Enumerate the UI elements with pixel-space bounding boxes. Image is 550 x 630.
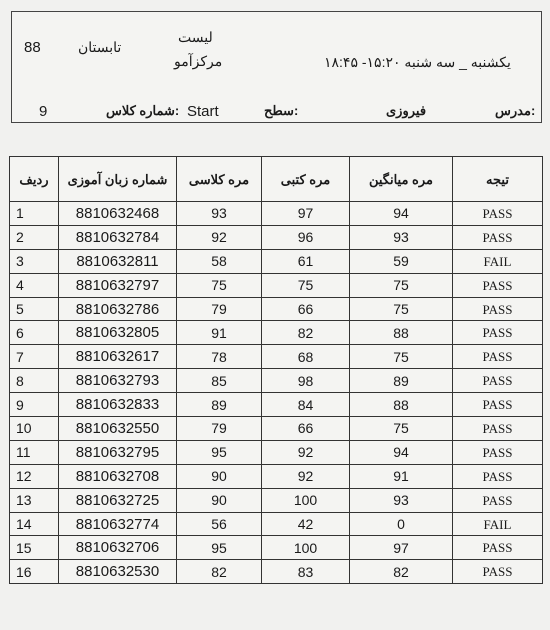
result-status: PASS: [453, 297, 543, 321]
class-score: 95: [177, 440, 262, 464]
list-title: لیست: [178, 29, 213, 45]
table-row: [10, 249, 543, 273]
table-row: [10, 297, 543, 321]
class-code: 88: [24, 39, 41, 56]
result-status: PASS: [453, 440, 543, 464]
student-number: 8810632708: [59, 464, 177, 488]
student-number: 8810632805: [59, 321, 177, 345]
midterm-score: 0: [350, 512, 453, 536]
midterm-score: 75: [350, 273, 453, 297]
level-label: سطح:: [264, 103, 299, 118]
class-number-label: شماره کلاس:: [106, 103, 180, 118]
student-number: 8810632786: [59, 297, 177, 321]
table-row: [10, 273, 543, 297]
class-score: 90: [177, 464, 262, 488]
teacher-label: مدرس:: [495, 103, 536, 118]
row-number: 1: [10, 202, 59, 226]
midterm-score: 82: [350, 560, 453, 584]
table-row: [10, 225, 543, 249]
row-number: 2: [10, 225, 59, 249]
student-number: 8810632811: [59, 249, 177, 273]
written-score: 66: [262, 417, 350, 441]
row-number: 11: [10, 440, 59, 464]
midterm-score: 59: [350, 249, 453, 273]
header-midterm-score: مره میانگین: [350, 157, 453, 202]
header-student-number: شماره زبان آموزی: [59, 157, 177, 202]
result-status: PASS: [453, 202, 543, 226]
written-score: 92: [262, 440, 350, 464]
midterm-score: 75: [350, 297, 453, 321]
class-score: 75: [177, 273, 262, 297]
written-score: 75: [262, 273, 350, 297]
table-row: [10, 369, 543, 393]
header-row-number: ردیف: [10, 157, 59, 202]
row-number: 4: [10, 273, 59, 297]
class-score: 56: [177, 512, 262, 536]
result-status: FAIL: [453, 512, 543, 536]
midterm-score: 97: [350, 536, 453, 560]
written-score: 82: [262, 321, 350, 345]
midterm-score: 88: [350, 393, 453, 417]
row-number: 14: [10, 512, 59, 536]
result-status: PASS: [453, 417, 543, 441]
written-score: 42: [262, 512, 350, 536]
row-number: 3: [10, 249, 59, 273]
midterm-score: 93: [350, 225, 453, 249]
table-row: [10, 393, 543, 417]
class-score: 89: [177, 393, 262, 417]
class-number-value: 9: [39, 103, 48, 120]
row-number: 7: [10, 345, 59, 369]
table-row: [10, 488, 543, 512]
student-number: 8810632468: [59, 202, 177, 226]
result-status: PASS: [453, 345, 543, 369]
teacher-name: فیروزی: [386, 103, 427, 118]
midterm-score: 75: [350, 345, 453, 369]
result-status: PASS: [453, 369, 543, 393]
class-score: 91: [177, 321, 262, 345]
class-score: 79: [177, 417, 262, 441]
row-number: 6: [10, 321, 59, 345]
written-score: 66: [262, 297, 350, 321]
class-score: 92: [177, 225, 262, 249]
class-info-header: [11, 11, 542, 123]
result-status: PASS: [453, 488, 543, 512]
result-status: PASS: [453, 464, 543, 488]
center-name: مرکزآمو: [174, 53, 223, 69]
student-number: 8810632530: [59, 560, 177, 584]
class-score: 95: [177, 536, 262, 560]
row-number: 9: [10, 393, 59, 417]
row-number: 5: [10, 297, 59, 321]
class-score: 85: [177, 369, 262, 393]
student-number: 8810632797: [59, 273, 177, 297]
student-number: 8810632550: [59, 417, 177, 441]
row-number: 12: [10, 464, 59, 488]
student-number: 8810632774: [59, 512, 177, 536]
written-score: 61: [262, 249, 350, 273]
table-row: [10, 321, 543, 345]
student-number: 8810632706: [59, 536, 177, 560]
table-row: [10, 345, 543, 369]
result-status: PASS: [453, 225, 543, 249]
result-status: PASS: [453, 393, 543, 417]
header-written-score: مره کتبی: [262, 157, 350, 202]
written-score: 100: [262, 488, 350, 512]
table-row: [10, 560, 543, 584]
student-number: 8810632795: [59, 440, 177, 464]
class-score: 79: [177, 297, 262, 321]
row-number: 13: [10, 488, 59, 512]
row-number: 15: [10, 536, 59, 560]
table-header-row: [10, 157, 543, 202]
written-score: 84: [262, 393, 350, 417]
table-row: [10, 417, 543, 441]
result-status: FAIL: [453, 249, 543, 273]
midterm-score: 75: [350, 417, 453, 441]
written-score: 83: [262, 560, 350, 584]
written-score: 97: [262, 202, 350, 226]
class-score: 78: [177, 345, 262, 369]
midterm-score: 89: [350, 369, 453, 393]
midterm-score: 88: [350, 321, 453, 345]
table-row: [10, 512, 543, 536]
row-number: 10: [10, 417, 59, 441]
midterm-score: 94: [350, 202, 453, 226]
table-row: [10, 464, 543, 488]
table-row: [10, 440, 543, 464]
class-score: 93: [177, 202, 262, 226]
level-value: Start: [187, 103, 219, 120]
written-score: 100: [262, 536, 350, 560]
student-number: 8810632617: [59, 345, 177, 369]
header-result: تیجه: [453, 157, 543, 202]
written-score: 68: [262, 345, 350, 369]
midterm-score: 91: [350, 464, 453, 488]
result-status: PASS: [453, 321, 543, 345]
row-number: 8: [10, 369, 59, 393]
student-number: 8810632793: [59, 369, 177, 393]
written-score: 96: [262, 225, 350, 249]
table-row: [10, 536, 543, 560]
header-class-score: مره کلاسی: [177, 157, 262, 202]
result-status: PASS: [453, 536, 543, 560]
student-number: 8810632725: [59, 488, 177, 512]
row-number: 16: [10, 560, 59, 584]
class-score: 90: [177, 488, 262, 512]
table-row: [10, 202, 543, 226]
class-schedule: یکشنبه _ سه شنبه ۱۵:۲۰- ۱۸:۴۵: [324, 54, 511, 70]
midterm-score: 93: [350, 488, 453, 512]
written-score: 98: [262, 369, 350, 393]
result-status: PASS: [453, 560, 543, 584]
class-score: 82: [177, 560, 262, 584]
written-score: 92: [262, 464, 350, 488]
student-number: 8810632784: [59, 225, 177, 249]
student-number: 8810632833: [59, 393, 177, 417]
term-season: تابستان: [78, 39, 122, 55]
results-table: [9, 156, 543, 584]
class-score: 58: [177, 249, 262, 273]
midterm-score: 94: [350, 440, 453, 464]
result-status: PASS: [453, 273, 543, 297]
